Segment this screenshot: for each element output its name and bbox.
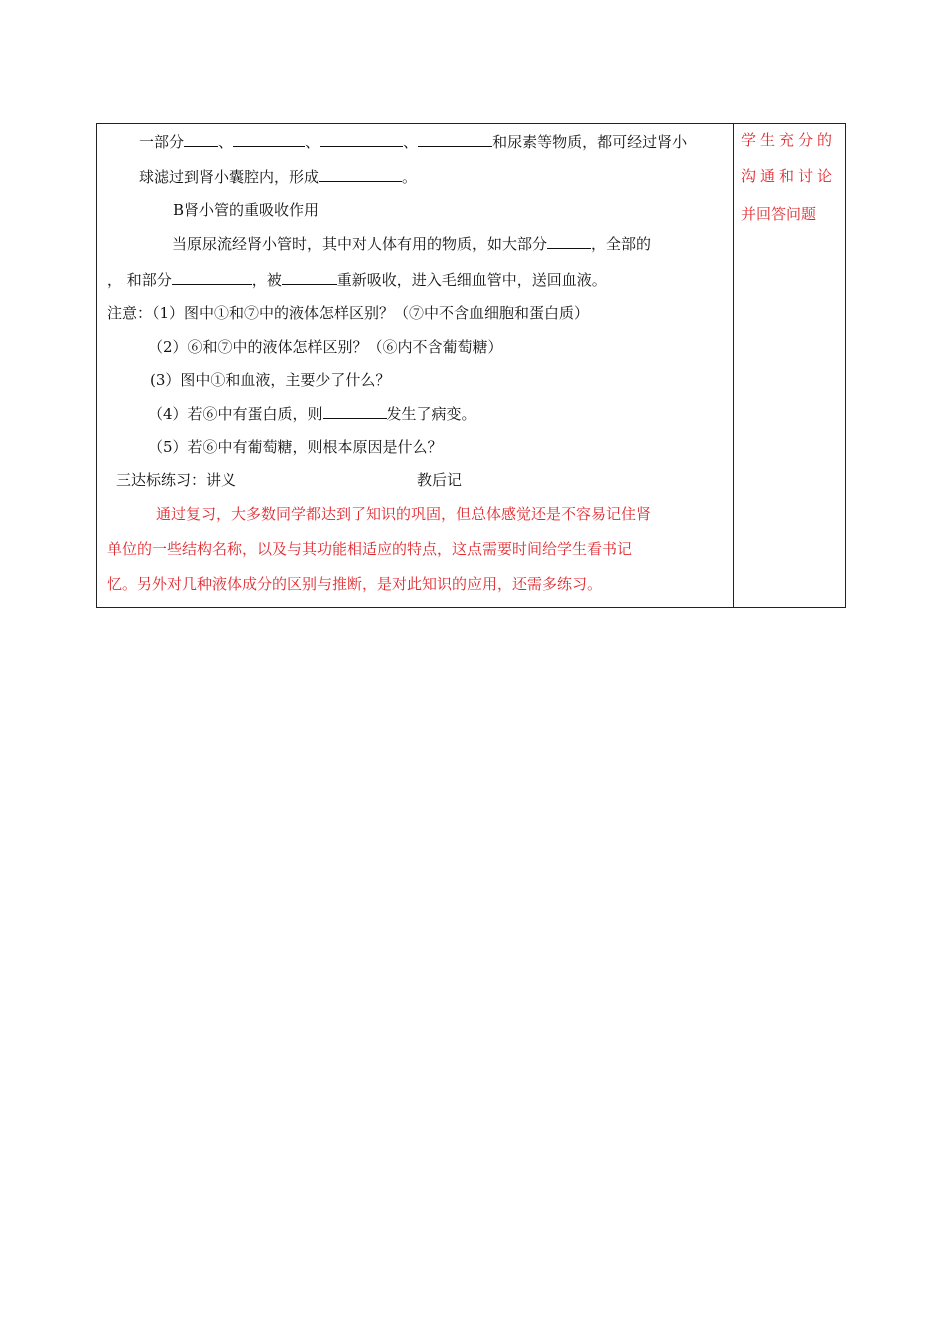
reflection-line-3: 忆。另外对几种液体成分的区别与推断，是对此知识的应用，还需多练习。 [107,575,603,593]
reflection-line-1: 通过复习，大多数同学都达到了知识的巩固，但总体感觉还是不容易记住肾 [156,505,652,523]
line-4-prefix: 当原尿流经肾小管时，其中对人体有用的物质，如大部分 [172,235,548,253]
line-4-suffix: ，全部的 [591,235,652,253]
after-class-label: 教后记 [417,471,463,489]
blank-8 [282,269,337,285]
separator-2: 、 [305,133,321,151]
blank-5 [319,166,402,182]
note-5: （5）若⑥中有葡萄糖，则根本原因是什么？ [148,438,443,456]
side-note-line-1: 学生充分的 [741,131,837,149]
blank-2 [233,131,305,147]
line-5-suffix: 重新吸收，进入毛细血管中，送回血液。 [336,271,607,289]
line-1 [139,131,687,152]
note-4 [148,403,477,424]
note-1: 注意：（1）图中①和⑦中的液体怎样区别？（⑦中不含血细胞和蛋白质） [107,304,590,322]
note-2: （2）⑥和⑦中的液体怎样区别？（⑥内不含葡萄糖） [148,338,503,356]
separator-1: 、 [218,133,234,151]
practice-label: 三达标练习：讲义 [116,471,237,489]
note-4-prefix: （4）若⑥中有蛋白质，则 [148,405,323,423]
line-1-prefix: 一部分 [139,133,185,151]
line-5-mid: ，被 [251,271,282,289]
line-4 [172,233,651,254]
line-5-prefix: ， 和部分 [107,271,172,289]
side-note-line-2: 沟通和讨论 [741,167,837,185]
heading-b: B肾小管的重吸收作用 [173,201,320,219]
blank-1 [184,131,218,147]
separator-3: 、 [403,133,419,151]
line-1-suffix: 和尿素等物质，都可经过肾小 [492,133,688,151]
note-3: (3）图中①和血液，主要少了什么？ [150,371,391,389]
blank-4 [418,131,492,147]
note-4-suffix: 发生了病变。 [386,405,477,423]
blank-6 [547,233,591,249]
line-2-suffix: 。 [402,168,418,186]
line-5 [107,269,607,290]
blank-9 [323,403,387,419]
column-divider [733,124,734,607]
blank-3 [320,131,403,147]
reflection-line-2: 单位的一些结构名称，以及与其功能相适应的特点，这点需要时间给学生看书记 [107,540,633,558]
lesson-table [96,123,846,608]
line-2 [139,166,417,187]
line-2-prefix: 球滤过到肾小囊腔内，形成 [139,168,320,186]
blank-7 [172,269,252,285]
side-note-line-3: 并回答问题 [741,205,817,223]
